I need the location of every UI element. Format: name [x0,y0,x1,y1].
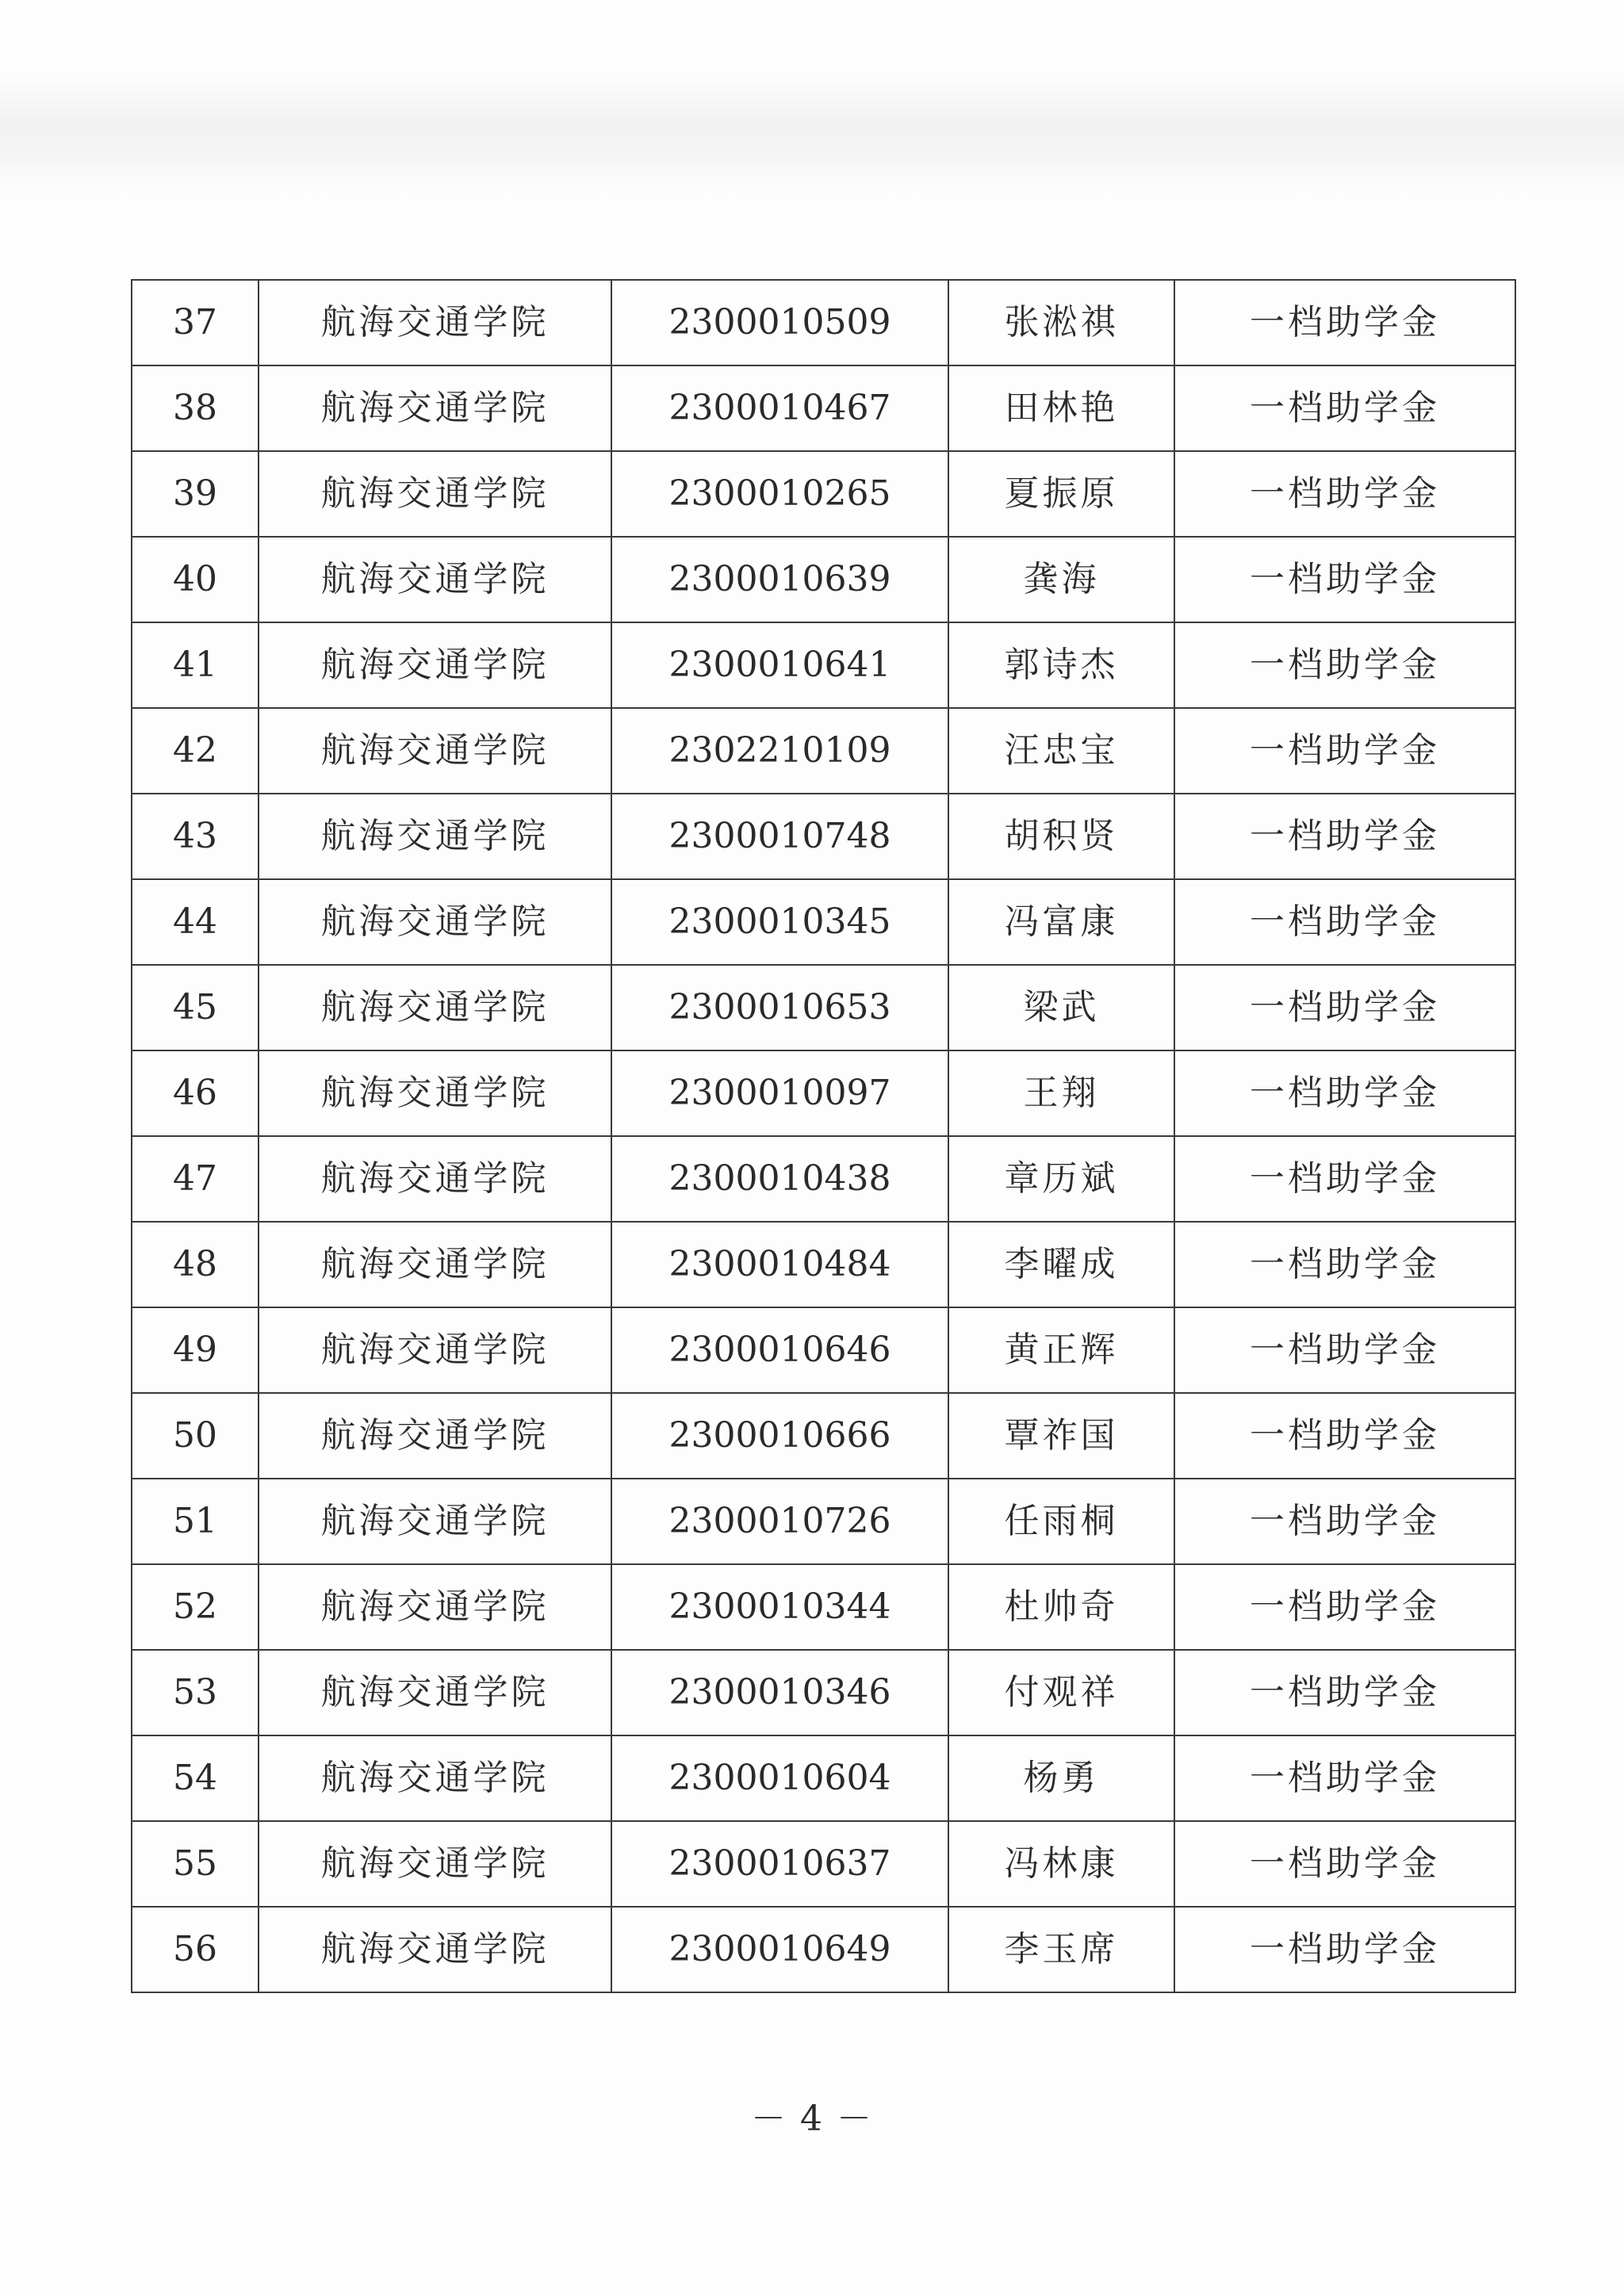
cell-student-id: 2300010346 [611,1650,948,1735]
cell-student-id: 2300010344 [611,1564,948,1650]
cell-college: 航海交通学院 [259,965,611,1050]
cell-student-name: 龚海 [948,537,1174,622]
table-row [132,1393,1515,1479]
cell-grant-level: 一档助学金 [1174,537,1515,622]
table-row [132,1222,1515,1307]
cell-college: 航海交通学院 [259,280,611,365]
cell-college: 航海交通学院 [259,1136,611,1222]
table-row [132,1307,1515,1393]
table-row [132,1564,1515,1650]
cell-index: 37 [132,280,259,365]
table-row [132,1479,1515,1564]
cell-student-id: 2300010637 [611,1821,948,1907]
cell-college: 航海交通学院 [259,1393,611,1479]
table-row [132,965,1515,1050]
table-row [132,537,1515,622]
cell-index: 38 [132,365,259,451]
table-row [132,1136,1515,1222]
cell-index: 41 [132,622,259,708]
cell-college: 航海交通学院 [259,1222,611,1307]
cell-college: 航海交通学院 [259,1050,611,1136]
table-row [132,708,1515,794]
cell-student-id: 2300010484 [611,1222,948,1307]
cell-index: 51 [132,1479,259,1564]
cell-student-name: 梁武 [948,965,1174,1050]
table-row [132,1907,1515,1992]
cell-grant-level: 一档助学金 [1174,1307,1515,1393]
cell-grant-level: 一档助学金 [1174,1136,1515,1222]
cell-index: 56 [132,1907,259,1992]
cell-grant-level: 一档助学金 [1174,1050,1515,1136]
table-row [132,1050,1515,1136]
cell-grant-level: 一档助学金 [1174,451,1515,537]
student-list-table-container [131,279,1515,1993]
table-row [132,622,1515,708]
cell-student-name: 章历斌 [948,1136,1174,1222]
cell-index: 44 [132,879,259,965]
table-row [132,451,1515,537]
cell-college: 航海交通学院 [259,1479,611,1564]
cell-grant-level: 一档助学金 [1174,794,1515,879]
cell-college: 航海交通学院 [259,451,611,537]
cell-grant-level: 一档助学金 [1174,965,1515,1050]
cell-grant-level: 一档助学金 [1174,879,1515,965]
cell-index: 52 [132,1564,259,1650]
cell-grant-level: 一档助学金 [1174,1735,1515,1821]
table-body [132,280,1515,1992]
cell-student-name: 任雨桐 [948,1479,1174,1564]
cell-student-id: 2300010641 [611,622,948,708]
cell-college: 航海交通学院 [259,1650,611,1735]
cell-grant-level: 一档助学金 [1174,622,1515,708]
cell-student-id: 2300010653 [611,965,948,1050]
cell-student-name: 冯林康 [948,1821,1174,1907]
cell-index: 42 [132,708,259,794]
table-row [132,1735,1515,1821]
cell-student-id: 2300010438 [611,1136,948,1222]
cell-index: 49 [132,1307,259,1393]
cell-student-name: 李曜成 [948,1222,1174,1307]
cell-student-id: 2300010509 [611,280,948,365]
cell-student-id: 2300010604 [611,1735,948,1821]
cell-college: 航海交通学院 [259,1307,611,1393]
cell-student-id: 2300010666 [611,1393,948,1479]
cell-student-id: 2300010097 [611,1050,948,1136]
cell-student-id: 2300010726 [611,1479,948,1564]
cell-student-name: 汪忠宝 [948,708,1174,794]
cell-index: 50 [132,1393,259,1479]
cell-index: 54 [132,1735,259,1821]
cell-grant-level: 一档助学金 [1174,1907,1515,1992]
cell-college: 航海交通学院 [259,794,611,879]
table-row [132,1821,1515,1907]
cell-grant-level: 一档助学金 [1174,365,1515,451]
cell-grant-level: 一档助学金 [1174,1821,1515,1907]
cell-student-name: 田林艳 [948,365,1174,451]
cell-college: 航海交通学院 [259,1564,611,1650]
table-row [132,794,1515,879]
cell-student-id: 2300010467 [611,365,948,451]
cell-index: 40 [132,537,259,622]
cell-student-name: 杨勇 [948,1735,1174,1821]
cell-student-name: 夏振原 [948,451,1174,537]
cell-grant-level: 一档助学金 [1174,1650,1515,1735]
cell-student-name: 冯富康 [948,879,1174,965]
cell-student-name: 郭诗杰 [948,622,1174,708]
cell-grant-level: 一档助学金 [1174,1222,1515,1307]
cell-student-name: 黄正辉 [948,1307,1174,1393]
cell-index: 48 [132,1222,259,1307]
scan-shadow [0,75,1624,194]
cell-student-name: 李玉席 [948,1907,1174,1992]
cell-index: 39 [132,451,259,537]
table-row [132,280,1515,365]
cell-grant-level: 一档助学金 [1174,1479,1515,1564]
cell-college: 航海交通学院 [259,537,611,622]
cell-index: 47 [132,1136,259,1222]
page-number: － 4 － [751,2099,873,2139]
cell-student-id: 2300010639 [611,537,948,622]
cell-college: 航海交通学院 [259,1735,611,1821]
cell-grant-level: 一档助学金 [1174,1564,1515,1650]
cell-index: 45 [132,965,259,1050]
cell-college: 航海交通学院 [259,879,611,965]
cell-student-name: 付观祥 [948,1650,1174,1735]
cell-student-id: 2300010646 [611,1307,948,1393]
cell-student-id: 2300010345 [611,879,948,965]
cell-grant-level: 一档助学金 [1174,1393,1515,1479]
cell-student-id: 2302210109 [611,708,948,794]
cell-index: 46 [132,1050,259,1136]
cell-college: 航海交通学院 [259,365,611,451]
cell-index: 55 [132,1821,259,1907]
cell-college: 航海交通学院 [259,1907,611,1992]
cell-index: 43 [132,794,259,879]
cell-student-name: 王翔 [948,1050,1174,1136]
cell-student-id: 2300010748 [611,794,948,879]
cell-student-id: 2300010649 [611,1907,948,1992]
cell-student-name: 杜帅奇 [948,1564,1174,1650]
cell-student-name: 胡积贤 [948,794,1174,879]
cell-grant-level: 一档助学金 [1174,280,1515,365]
cell-student-id: 2300010265 [611,451,948,537]
cell-student-name: 覃祚国 [948,1393,1174,1479]
table-row [132,365,1515,451]
cell-college: 航海交通学院 [259,1821,611,1907]
table-row [132,879,1515,965]
cell-index: 53 [132,1650,259,1735]
cell-college: 航海交通学院 [259,622,611,708]
cell-student-name: 张淞祺 [948,280,1174,365]
cell-grant-level: 一档助学金 [1174,708,1515,794]
cell-college: 航海交通学院 [259,708,611,794]
table-row [132,1650,1515,1735]
student-list-table [131,279,1516,1993]
